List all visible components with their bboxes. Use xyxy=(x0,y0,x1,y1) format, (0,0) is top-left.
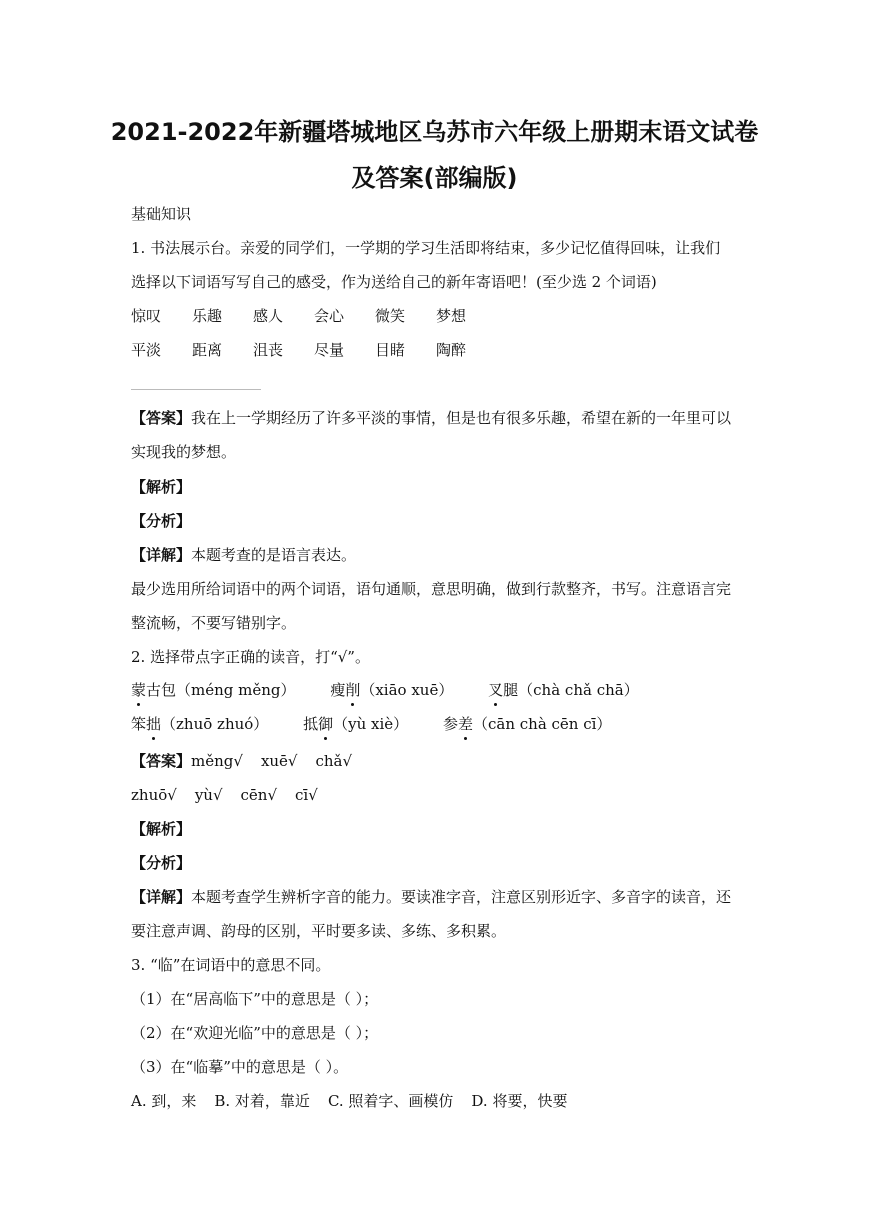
xiangjie-tag: 【详解】 xyxy=(131,888,192,906)
q3-sub2: （2）在“欢迎光临”中的意思是（ ）； xyxy=(131,1024,379,1042)
q2-pinyin-row1 xyxy=(131,680,669,700)
option-b: B. 对着，靠近 xyxy=(214,1092,310,1110)
word: 陶醉 xyxy=(436,341,467,359)
q1-text-line1: 1. 书法展示台。亲爱的同学们，一学期的学习生活即将结束，多少记忆值得回味，让我们 xyxy=(131,239,721,257)
word: 微笑 xyxy=(375,307,406,325)
q2-pinyin-row2 xyxy=(131,714,641,734)
answer-tag: 【答案】 xyxy=(131,752,192,770)
option-a: A. 到，来 xyxy=(131,1092,197,1110)
q3-sub3: （3）在“临摹”中的意思是（ ）。 xyxy=(131,1058,349,1076)
pinyin-item: 笨拙（zhuō zhuó） xyxy=(131,715,269,733)
q2-answer-row2 xyxy=(131,785,318,805)
q1-words-row2 xyxy=(131,340,497,360)
answer-item: xuē√ xyxy=(260,752,298,770)
answer-item: cī√ xyxy=(295,786,318,804)
q2-jiexi: 【解析】 xyxy=(131,820,192,838)
section-heading: 基础知识 xyxy=(131,205,192,223)
q3-options xyxy=(131,1091,567,1111)
pinyin-item: 叉腿（chà chǎ chā） xyxy=(488,681,639,699)
word: 平淡 xyxy=(131,341,162,359)
xiangjie-tag: 【详解】 xyxy=(131,546,192,564)
word: 惊叹 xyxy=(131,307,162,325)
q2-xiangjie-line1 xyxy=(131,887,731,907)
word: 会心 xyxy=(314,307,345,325)
q1-detail-line1: 最少选用所给词语中的两个词语，语句通顺，意思明确，做到行款整齐，书写。注意语言完 xyxy=(131,580,732,598)
pinyin-item: 抵御（yù xiè） xyxy=(303,715,409,733)
word: 距离 xyxy=(192,341,223,359)
answer-tag: 【答案】 xyxy=(131,409,192,427)
document-title-line2: 及答案(部编版) xyxy=(351,164,518,192)
pinyin-item: 瘦削（xiāo xuē） xyxy=(330,681,454,699)
word: 尽量 xyxy=(314,341,345,359)
pinyin-item: 蒙古包（méng měng） xyxy=(131,681,296,699)
q1-jiexi: 【解析】 xyxy=(131,478,192,496)
q1-answer-line2: 实现我的梦想。 xyxy=(131,443,237,461)
dotted-char: 叉 xyxy=(488,681,504,699)
answer-item: cēn√ xyxy=(240,786,278,804)
word: 乐趣 xyxy=(192,307,223,325)
divider xyxy=(131,389,261,390)
xiangjie-text: 本题考查的是语言表达。 xyxy=(191,546,357,564)
answer-text: 我在上一学期经历了许多平淡的事情，但是也有很多乐趣，希望在新的一年里可以 xyxy=(191,409,732,427)
q2-fenxi: 【分析】 xyxy=(131,854,192,872)
dotted-char: 削 xyxy=(345,681,361,699)
q1-detail-line2: 整流畅，不要写错别字。 xyxy=(131,614,297,632)
word: 感人 xyxy=(253,307,284,325)
q1-words-row1 xyxy=(131,306,497,326)
q1-fenxi: 【分析】 xyxy=(131,512,192,530)
q1-text-line2: 选择以下词语写写自己的感受，作为送给自己的新年寄语吧！(至少选 2 个词语) xyxy=(131,273,657,291)
answer-item: zhuō√ xyxy=(131,786,177,804)
dotted-char: 拙 xyxy=(146,715,162,733)
dotted-char: 御 xyxy=(318,715,334,733)
answer-item: yù√ xyxy=(194,786,223,804)
dotted-char: 蒙 xyxy=(131,681,147,699)
q3-text: 3. “临”在词语中的意思不同。 xyxy=(131,956,331,974)
option-c: C. 照着字、画模仿 xyxy=(327,1092,454,1110)
answer-item: měng√ xyxy=(191,752,243,770)
q1-answer-line1 xyxy=(131,408,731,428)
word: 目睹 xyxy=(375,341,406,359)
xiangjie-text: 本题考查学生辨析字音的能力。要读准字音，注意区别形近字、多音字的读音，还 xyxy=(191,888,732,906)
q1-xiangjie xyxy=(131,545,356,565)
q3-sub1: （1）在“居高临下”中的意思是（ ）； xyxy=(131,990,379,1008)
q2-text: 2. 选择带点字正确的读音，打“√”。 xyxy=(131,648,370,666)
answer-item: chǎ√ xyxy=(315,752,353,770)
word: 梦想 xyxy=(436,307,467,325)
q2-xiangjie-line2: 要注意声调、韵母的区别，平时要多读、多练、多积累。 xyxy=(131,922,507,940)
pinyin-item: 参差（cān chà cēn cī） xyxy=(442,715,612,733)
word: 沮丧 xyxy=(253,341,284,359)
document-title-line1: 2021-2022年新疆塔城地区乌苏市六年级上册期末语文试卷 xyxy=(110,118,759,146)
option-d: D. 将要，快要 xyxy=(471,1092,568,1110)
q2-answer-row1 xyxy=(131,751,352,771)
dotted-char: 差 xyxy=(457,715,473,733)
